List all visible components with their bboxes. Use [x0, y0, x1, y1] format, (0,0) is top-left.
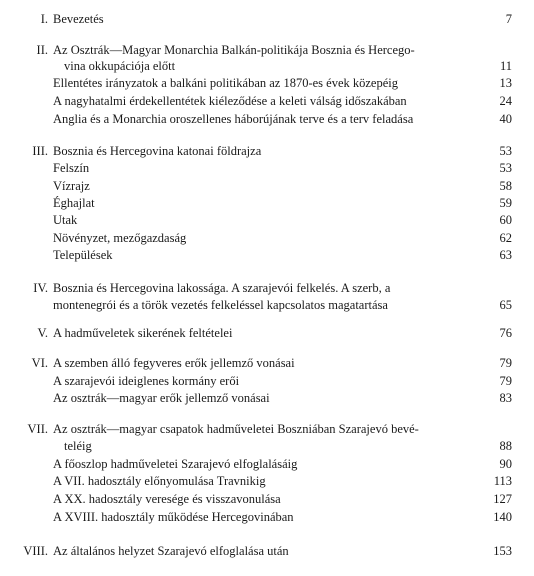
toc-entry: [0, 44, 534, 59]
page-number: 63: [499, 248, 512, 262]
page-number: 7: [505, 12, 512, 26]
toc-entry: [0, 13, 534, 28]
entry-title: Települések: [53, 248, 113, 262]
entry-title: Az osztrák—magyar erők jellemző vonásai: [53, 391, 270, 405]
toc-entry: [0, 327, 534, 342]
page-number: 88: [499, 439, 512, 453]
toc-entry: [0, 214, 534, 229]
toc-entry: [0, 423, 534, 438]
entry-title: Az általános helyzet Szarajevó elfoglalása után: [53, 544, 289, 558]
toc-entry: [0, 249, 534, 264]
entry-title: Éghajlat: [53, 196, 95, 210]
page-number: 90: [499, 457, 512, 471]
entry-title: Bevezetés: [53, 12, 104, 26]
toc-entry: [0, 180, 534, 195]
toc-entry: [0, 357, 534, 372]
toc-entry: [0, 458, 534, 473]
toc-entry: [0, 440, 534, 455]
entry-title: Felszín: [53, 161, 90, 175]
entry-title: A VII. hadosztály előnyomulása Travnikig: [53, 474, 266, 488]
entry-title: Ellentétes irányzatok a balkáni politikában az 1870-es évek közepéig: [53, 76, 399, 90]
page-number: 53: [499, 161, 512, 175]
entry-title: vina okkupációja előtt: [64, 59, 176, 73]
entry-title: A szarajevói ideiglenes kormány erői: [53, 374, 240, 388]
page-number: 65: [499, 298, 512, 312]
chapter-number: VII.: [27, 422, 48, 436]
page-number: 79: [499, 356, 512, 370]
toc-entry: [0, 493, 534, 508]
toc-entry: [0, 60, 534, 75]
page-number: 59: [499, 196, 512, 210]
page-number: 113: [493, 474, 512, 488]
entry-title: A nagyhatalmi érdekellentétek kiéleződése a keleti válság időszakában: [53, 94, 407, 108]
page-number: 40: [499, 112, 512, 126]
entry-title: Az Osztrák—Magyar Monarchia Balkán-politikája Bosznia és Hercego-: [53, 43, 415, 57]
toc-entry: [0, 299, 534, 314]
entry-title: Utak: [53, 213, 78, 227]
toc-entry: [0, 113, 534, 128]
toc-entry: [0, 162, 534, 177]
toc-entry: [0, 145, 534, 160]
toc-entry: [0, 77, 534, 92]
toc-entry: [0, 392, 534, 407]
page-number: 79: [499, 374, 512, 388]
entry-title: Az osztrák—magyar csapatok hadműveletei Boszniában Szarajevó bevé-: [53, 422, 419, 436]
entry-title: A hadműveletek sikerének feltételei: [53, 326, 233, 340]
page-number: 153: [493, 544, 512, 558]
page-number: 76: [499, 326, 512, 340]
entry-title: A szemben álló fegyveres erők jellemző vonásai: [53, 356, 295, 370]
toc-entry: [0, 545, 534, 560]
entry-title: Növényzet, mezőgazdaság: [53, 231, 187, 245]
entry-title: Anglia és a Monarchia oroszellenes háborújának terve és a terv feladása: [53, 112, 414, 126]
page-number: 127: [493, 492, 512, 506]
entry-title: teléig: [64, 439, 92, 453]
toc-entry: [0, 375, 534, 390]
page-number: 24: [499, 94, 512, 108]
page-number: 140: [493, 510, 512, 524]
entry-title: A XVIII. hadosztály működése Hercegovinában: [53, 510, 294, 524]
entry-title: A főoszlop hadműveletei Szarajevó elfoglalásáig: [53, 457, 298, 471]
chapter-number: IV.: [33, 281, 48, 295]
toc-entry: [0, 197, 534, 212]
toc-entry: [0, 475, 534, 490]
page-number: 53: [499, 144, 512, 158]
chapter-number: I.: [40, 12, 48, 26]
page-number: 11: [499, 59, 512, 73]
page-number: 62: [499, 231, 512, 245]
chapter-number: VIII.: [23, 544, 48, 558]
page-number: 58: [499, 179, 512, 193]
entry-title: Bosznia és Hercegovina katonai földrajza: [53, 144, 262, 158]
chapter-number: III.: [32, 144, 48, 158]
page-number: 60: [499, 213, 512, 227]
entry-title: Vízrajz: [53, 179, 90, 193]
entry-title: A XX. hadosztály veresége és visszavonulása: [53, 492, 281, 506]
toc-entry: [0, 232, 534, 247]
page-number: 83: [499, 391, 512, 405]
toc-entry: [0, 282, 534, 297]
entry-title: Bosznia és Hercegovina lakossága. A szarajevói felkelés. A szerb, a: [53, 281, 391, 295]
page-number: 13: [499, 76, 512, 90]
toc-entry: [0, 95, 534, 110]
entry-title: montenegrói és a török vezetés felkeléssel kapcsolatos magatartása: [53, 298, 388, 312]
chapter-number: V.: [37, 326, 48, 340]
chapter-number: II.: [36, 43, 48, 57]
toc-entry: [0, 511, 534, 526]
chapter-number: VI.: [31, 356, 48, 370]
